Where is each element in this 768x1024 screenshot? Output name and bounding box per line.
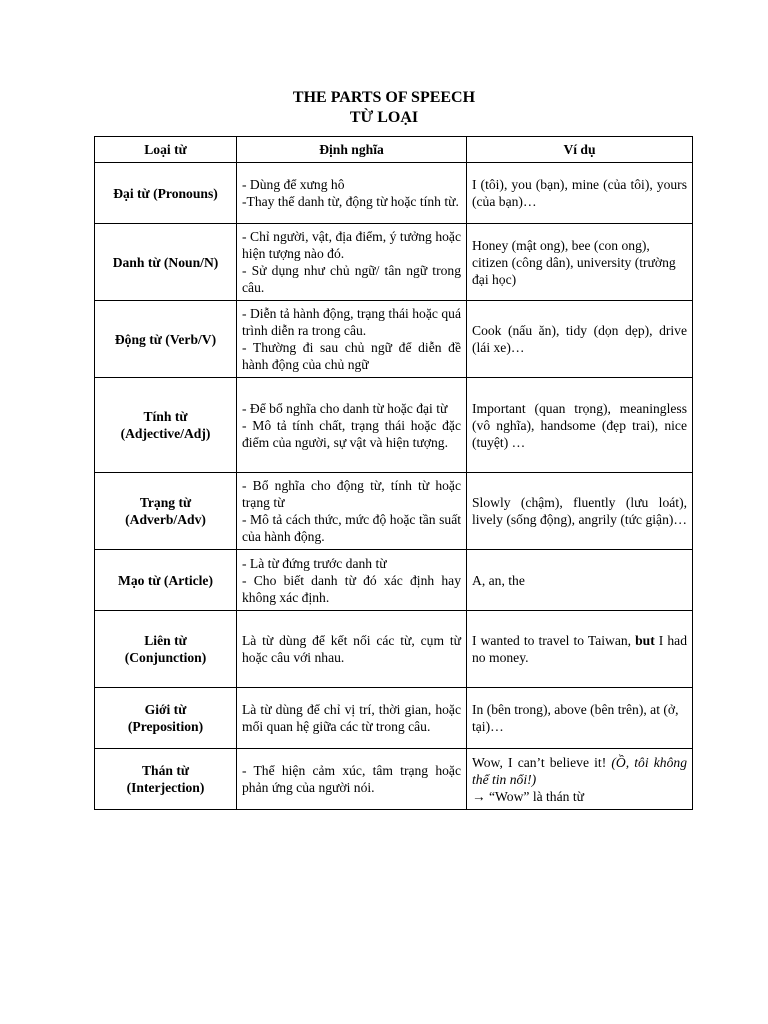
example-cell	[467, 611, 693, 688]
type-label: Giới từ	[144, 702, 187, 717]
type-sublabel: (Conjunction)	[124, 650, 207, 665]
definition-line: Là từ dùng để kết nối các từ, cụm từ hoặc câu với nhau.	[242, 633, 461, 665]
header-example: Ví dụ	[467, 137, 693, 163]
example-text-note: → “Wow” là thán từ	[472, 788, 584, 804]
table-row	[95, 224, 693, 301]
example-cell	[467, 688, 693, 749]
type-cell	[95, 378, 237, 473]
example-text: Cook (nấu ăn), tidy (dọn dẹp), drive (lái xe)…	[472, 323, 687, 355]
type-cell	[95, 301, 237, 378]
example-text-before: Wow, I can’t believe it!	[472, 754, 612, 770]
definition-cell	[237, 224, 467, 301]
document-title: THE PARTS OF SPEECH	[292, 89, 476, 106]
type-cell	[95, 473, 237, 550]
example-cell	[467, 163, 693, 224]
example-text-translation: (Ồ, tôi không thể tin nổi!)	[472, 754, 687, 787]
example-cell	[467, 550, 693, 611]
type-label: Đại từ (Pronouns)	[113, 185, 218, 201]
type-label: Động từ (Verb/V)	[114, 331, 217, 347]
definition-line: - Mô tả cách thức, mức độ hoặc tần suất của hành động.	[242, 512, 461, 544]
table-row	[95, 749, 693, 810]
definition-cell	[237, 163, 467, 224]
definition-cell	[237, 688, 467, 749]
definition-cell	[237, 749, 467, 810]
example-cell	[467, 378, 693, 473]
type-sublabel: (Adjective/Adj)	[120, 426, 211, 441]
example-cell	[467, 301, 693, 378]
example-text: Honey (mật ong), bee (con ong), citizen (công dân), university (trường đại học)	[472, 237, 676, 287]
example-cell	[467, 473, 693, 550]
definition-cell	[237, 301, 467, 378]
example-text-after: I had no money.	[472, 633, 688, 665]
definition-cell	[237, 473, 467, 550]
definition-line: - Diễn tả hành động, trạng thái hoặc quá trình diễn ra trong câu.	[242, 306, 461, 338]
table-row	[95, 550, 693, 611]
definition-line: - Cho biết danh từ đó xác định hay không xác định.	[242, 572, 461, 605]
parts-of-speech-table	[94, 136, 693, 810]
table-header-row	[95, 137, 693, 163]
type-sublabel: (Adverb/Adv)	[125, 512, 206, 527]
type-cell	[95, 749, 237, 810]
table-row	[95, 301, 693, 378]
table-row	[95, 611, 693, 688]
type-label: Danh từ (Noun/N)	[112, 254, 219, 270]
definition-line: - Thể hiện cảm xúc, tâm trạng hoặc phản ứng của người nói.	[242, 763, 461, 795]
type-cell	[95, 611, 237, 688]
example-text-emphasis: but	[635, 633, 655, 648]
type-cell	[95, 224, 237, 301]
example-text: A, an, the	[472, 572, 525, 588]
table-row	[95, 688, 693, 749]
document-subtitle: TỪ LOẠI	[349, 109, 419, 126]
definition-line: - Thường đi sau chủ ngữ để diễn đề hành động của chủ ngữ	[242, 340, 461, 372]
table-row	[95, 378, 693, 473]
definition-line: - Chỉ người, vật, địa điểm, ý tưởng hoặc hiện tượng nào đó.	[242, 229, 461, 261]
header-definition: Định nghĩa	[237, 137, 467, 163]
example-cell	[467, 224, 693, 301]
definition-line: Là từ dùng để chỉ vị trí, thời gian, hoặc mối quan hệ giữa các từ trong câu.	[242, 702, 461, 734]
definition-line: - Bổ nghĩa cho động từ, tính từ hoặc trạng từ	[242, 478, 461, 510]
type-cell	[95, 163, 237, 224]
header-type: Loại từ	[95, 137, 237, 163]
type-sublabel: (Preposition)	[127, 719, 204, 734]
example-text-before: I wanted to travel to Taiwan,	[472, 633, 636, 648]
definition-cell	[237, 611, 467, 688]
type-label: Thán từ	[141, 763, 190, 778]
example-cell	[467, 749, 693, 810]
definition-cell	[237, 550, 467, 611]
type-label: Mạo từ (Article)	[118, 572, 213, 588]
definition-line: - Sử dụng như chủ ngữ/ tân ngữ trong câu.	[242, 263, 461, 295]
definition-line: -Thay thế danh từ, động từ hoặc tính từ.	[242, 194, 459, 209]
type-cell	[95, 550, 237, 611]
example-text: Slowly (chậm), fluently (lưu loát), lively (sống động), angrily (tức giận)…	[472, 495, 688, 527]
definition-line: - Dùng để xưng hô	[242, 177, 345, 192]
type-label: Tính từ	[143, 409, 188, 424]
example-text: Important (quan trọng), meaningless (vô nghĩa), handsome (đẹp trai), nice (tuyệt) …	[472, 400, 687, 450]
table-row	[95, 163, 693, 224]
table-row	[95, 473, 693, 550]
definition-line: - Mô tả tính chất, trạng thái hoặc đặc điểm của người, sự vật và hiện tượng.	[242, 417, 461, 450]
type-sublabel: (Interjection)	[126, 780, 205, 795]
example-text: I (tôi), you (bạn), mine (của tôi), yours (của bạn)…	[472, 177, 687, 209]
example-text: In (bên trong), above (bên trên), at (ở, tại)…	[472, 702, 679, 734]
definition-cell	[237, 378, 467, 473]
type-cell	[95, 688, 237, 749]
type-label: Liên từ	[144, 633, 187, 648]
definition-line: - Để bổ nghĩa cho danh từ hoặc đại từ	[242, 400, 448, 416]
definition-line: - Là từ đứng trước danh từ	[242, 555, 387, 571]
type-label: Trạng từ	[139, 495, 192, 510]
